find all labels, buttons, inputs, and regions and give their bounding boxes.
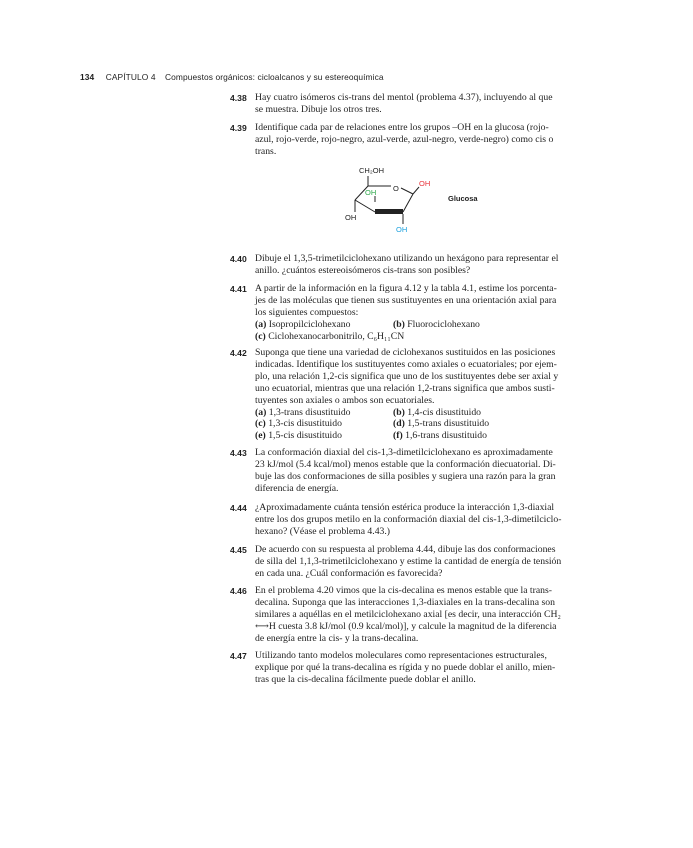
answer-options — [255, 407, 602, 443]
problem-number: 4.47 — [230, 650, 247, 661]
option-letter: (a) — [255, 406, 267, 418]
option-text: Ciclohexanocarbonitrilo, C₆H₁₁CN — [268, 330, 405, 342]
text-line: uno ecuatorial, mientras que una relación 1,2-trans significa que ambos susti- — [255, 382, 555, 394]
text-line: tuyentes son axiales o ambos son ecuatoriales. — [255, 394, 435, 406]
text-line: buje las dos conformaciones de silla posibles y sugiera una razón para la gran — [255, 470, 556, 482]
glucose-figure — [335, 162, 505, 240]
glucose-structure — [335, 162, 505, 240]
problem-4-45 — [230, 544, 602, 580]
text-line: similares a aquéllas en el metilciclohexano axial [es decir, una interacción CH₂ — [255, 608, 561, 620]
bond-line — [401, 188, 413, 194]
bond-line — [355, 200, 375, 212]
option-text: 1,3-trans disustituido — [268, 406, 351, 418]
text-line: en cada una. ¿Cuál conformación es favorecida? — [255, 567, 443, 579]
text-line: tras que la cis-decalina fácilmente puede doblar el anillo. — [255, 673, 476, 685]
running-header — [80, 72, 384, 82]
option-text: 1,5-cis disustituido — [268, 430, 342, 442]
bond-line — [403, 194, 413, 212]
problem-4-40 — [230, 253, 602, 277]
option-letter: (b) — [393, 406, 405, 418]
option-b — [393, 407, 489, 419]
problem-text — [255, 347, 602, 407]
text-line: entre los dos grupos metilo en la conformación diaxial del cis-1,3-dimetilciclo- — [255, 513, 562, 525]
option-a — [255, 319, 393, 331]
text-line: ⟷H cuesta 3.8 kJ/mol (0.9 kcal/mol)], y calcule la magnitud de la diferencia — [255, 620, 557, 632]
text-line: Hay cuatro isómeros cis-trans del mentol (problema 4.37), incluyendo al que — [255, 92, 553, 103]
text-line: ¿Aproximadamente cuánta tensión estérica produce la interacción 1,3-diaxial — [255, 502, 555, 513]
ch2oh-label: CH₂OH — [359, 166, 384, 175]
oh-blue-label: OH — [396, 225, 408, 234]
text-line: se muestra. Dibuje los otros tres. — [255, 103, 382, 115]
problem-number: 4.43 — [230, 447, 247, 458]
problem-number: 4.42 — [230, 347, 247, 358]
text-line: decalina. Suponga que las interacciones 1,3-diaxiales en la trans-decalina son — [255, 596, 555, 608]
option-letter: (c) — [255, 418, 266, 430]
text-line: De acuerdo con su respuesta al problema 4.44, dibuje las dos conformaciones — [255, 544, 556, 555]
text-line: Identifique cada par de relaciones entre los grupos –OH en la glucosa (rojo- — [255, 122, 549, 133]
problem-text — [255, 502, 602, 538]
problem-number: 4.39 — [230, 122, 247, 133]
problem-4-38 — [230, 92, 602, 116]
problem-number: 4.38 — [230, 92, 247, 103]
problem-4-39 — [230, 122, 602, 158]
option-text: 1,6-trans disustituido — [405, 430, 487, 442]
text-line: indicadas. Identifique los sustituyentes como axiales o ecuatoriales; por ejem- — [255, 358, 557, 370]
text-line: de silla del 1,1,3-trimetilciclohexano y estime la cantidad de energía de tensión — [255, 555, 562, 567]
option-a — [255, 407, 393, 419]
oh-black-label: OH — [345, 213, 357, 222]
option-text: 1,3-cis disustituido — [268, 418, 342, 430]
text-line: de energía entre la cis- y la trans-decalina. — [255, 632, 419, 644]
text-line: 23 kJ/mol (5.4 kcal/mol) menos estable que la conformación diecuatorial. Di- — [255, 458, 556, 470]
text-line: anillo. ¿cuántos estereoisómeros cis-trans son posibles? — [255, 264, 471, 276]
problem-4-44 — [230, 502, 602, 538]
problem-text — [255, 122, 602, 158]
problem-text — [255, 447, 602, 495]
front-bond — [375, 209, 403, 214]
ring-oxygen-label: O — [393, 184, 399, 193]
option-letter: (c) — [255, 330, 266, 342]
option-c — [255, 330, 405, 343]
option-e — [255, 430, 393, 442]
problem-text — [255, 585, 602, 645]
text-line: A partir de la información en la figura 4.12 y la tabla 4.1, estime los porcenta- — [255, 283, 557, 294]
option-text: Fluorociclohexano — [407, 318, 480, 330]
text-line: hexano? (Véase el problema 4.43.) — [255, 525, 391, 537]
problem-4-42 — [230, 347, 602, 442]
text-line: los siguientes compuestos: — [255, 306, 359, 318]
text-line: La conformación diaxial del cis-1,3-dimetilciclohexano es aproximadamente — [255, 447, 553, 458]
problem-text — [255, 544, 602, 580]
option-letter: (b) — [393, 318, 405, 330]
problem-text — [255, 283, 602, 319]
problem-number: 4.41 — [230, 283, 247, 294]
problem-4-46 — [230, 585, 602, 645]
text-line: En el problema 4.20 vimos que la cis-decalina es menos estable que la trans- — [255, 585, 552, 596]
option-letter: (e) — [255, 430, 266, 442]
option-text: 1,5-trans disustituido — [407, 418, 490, 430]
problem-number: 4.46 — [230, 585, 247, 596]
text-line: Suponga que tiene una variedad de ciclohexanos sustituidos en las posiciones — [255, 347, 556, 358]
text-line: Utilizando tanto modelos moleculares como representaciones estructurales, — [255, 650, 547, 661]
oh-red-label: OH — [419, 179, 431, 188]
option-b — [393, 319, 480, 331]
bond-line — [413, 187, 419, 194]
option-f — [393, 430, 489, 442]
option-letter: (a) — [255, 318, 267, 330]
text-line: trans. — [255, 145, 277, 157]
text-line: diferencia de energía. — [255, 482, 339, 494]
option-c — [255, 418, 393, 430]
option-text: Isopropilciclohexano — [268, 318, 351, 330]
page-number: 134 — [80, 72, 95, 82]
option-letter: (f) — [393, 430, 403, 442]
problem-number: 4.45 — [230, 544, 247, 555]
option-d — [393, 418, 489, 430]
figure-label: Glucosa — [448, 194, 478, 203]
option-letter: (d) — [393, 418, 405, 430]
problem-text — [255, 253, 602, 277]
text-line: jes de las moléculas que tienen sus sustituyentes en una orientación axial para — [255, 294, 557, 306]
text-line: plo, una relación 1,2-cis significa que uno de los sustituyentes debe ser axial y — [255, 370, 559, 382]
option-text: 1,4-cis disustituido — [407, 406, 482, 418]
problem-number: 4.44 — [230, 502, 247, 513]
answer-options — [255, 319, 602, 343]
oh-green-label: OH — [365, 188, 377, 197]
chapter-label: CAPÍTULO 4 — [105, 72, 156, 82]
problem-4-43 — [230, 447, 602, 495]
problem-4-41 — [230, 283, 602, 343]
text-line: Dibuje el 1,3,5-trimetilciclohexano utilizando un hexágono para representar el — [255, 253, 559, 264]
problem-number: 4.40 — [230, 253, 247, 264]
text-line: azul, rojo-verde, rojo-negro, azul-verde, azul-negro, verde-negro) como cis o — [255, 133, 554, 145]
problem-text — [255, 92, 602, 116]
chapter-title: Compuestos orgánicos: cicloalcanos y su estereoquímica — [165, 72, 384, 82]
text-line: explique por qué la trans-decalina es rígida y no puede doblar el anillo, mien- — [255, 661, 556, 673]
problem-4-47 — [230, 650, 602, 686]
problem-text — [255, 650, 602, 686]
